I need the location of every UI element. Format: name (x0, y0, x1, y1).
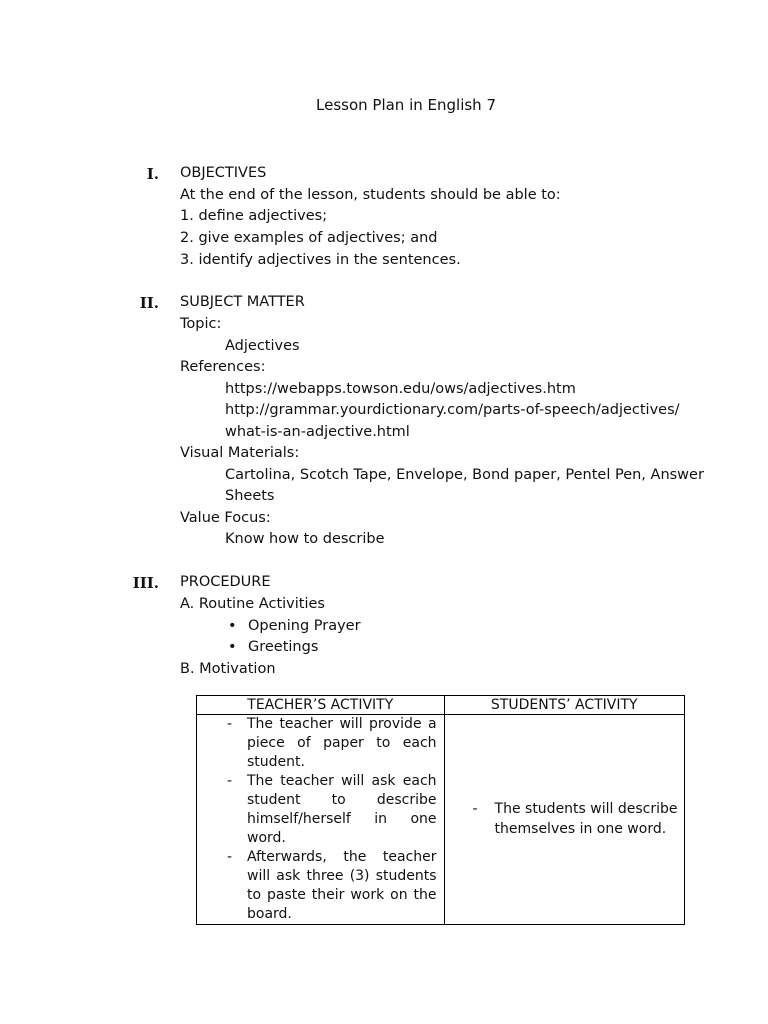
reference-link[interactable]: https://webapps.towson.edu/ows/adjectives.htm (225, 381, 576, 397)
topic-label: Topic: (180, 316, 222, 332)
list-item (197, 772, 444, 848)
value-focus-label: Value Focus: (180, 510, 271, 526)
topic-value: Adjectives (225, 338, 300, 354)
references-label: References: (180, 359, 266, 375)
dash-marker: - (227, 773, 233, 789)
students-activity-text: The students will describe themselves in one word. (494, 801, 678, 837)
activity-table (196, 695, 685, 925)
teacher-activity-header: TEACHER’S ACTIVITY (197, 696, 445, 715)
bullet-icon: • (228, 639, 237, 655)
students-activity-header: STUDENTS’ ACTIVITY (444, 696, 684, 715)
table-row (197, 715, 685, 925)
visual-materials-value: Cartolina, Scotch Tape, Envelope, Bond paper, Pentel Pen, Answer (225, 467, 704, 483)
teacher-activity-text: Afterwards, the teacher will ask three (3) students to paste their work on the board. (247, 849, 437, 922)
motivation: B. Motivation (180, 661, 276, 677)
dash-marker: - (227, 849, 233, 865)
visual-materials-value: Sheets (225, 488, 275, 504)
routine-item: Opening Prayer (248, 618, 361, 634)
section-heading: OBJECTIVES (180, 165, 267, 181)
value-focus-value: Know how to describe (225, 531, 385, 547)
teacher-activity-text: The teacher will ask each student to describe himself/herself in one word. (247, 773, 437, 846)
objective-item: 2. give examples of adjectives; and (180, 230, 438, 246)
bullet-icon: • (228, 618, 237, 634)
objectives-intro: At the end of the lesson, students should be able to: (180, 187, 561, 203)
reference-link[interactable]: http://grammar.yourdictionary.com/parts-of-speech/adjectives/ (225, 402, 680, 418)
students-activity-cell (444, 715, 684, 925)
routine-activities: A. Routine Activities (180, 596, 325, 612)
list-item (445, 800, 684, 839)
section-heading: PROCEDURE (180, 574, 271, 590)
page-title: Lesson Plan in English 7 (316, 96, 496, 114)
reference-link[interactable]: what-is-an-adjective.html (225, 424, 410, 440)
section-number: II. (139, 294, 159, 312)
teacher-activity-list (197, 715, 444, 924)
section-number: I. (146, 165, 159, 183)
dash-marker: - (227, 716, 233, 732)
list-item (197, 715, 444, 772)
teacher-activity-text: The teacher will provide a piece of paper to each student. (247, 716, 437, 770)
list-item (197, 848, 444, 924)
objective-item: 1. define adjectives; (180, 208, 328, 224)
table-header-row (197, 696, 685, 715)
section-heading: SUBJECT MATTER (180, 294, 305, 310)
section-number: III. (132, 574, 159, 592)
teacher-activity-cell (197, 715, 445, 925)
routine-item: Greetings (248, 639, 319, 655)
dash-marker: - (472, 801, 478, 817)
objective-item: 3. identify adjectives in the sentences. (180, 252, 461, 268)
visual-materials-label: Visual Materials: (180, 445, 300, 461)
